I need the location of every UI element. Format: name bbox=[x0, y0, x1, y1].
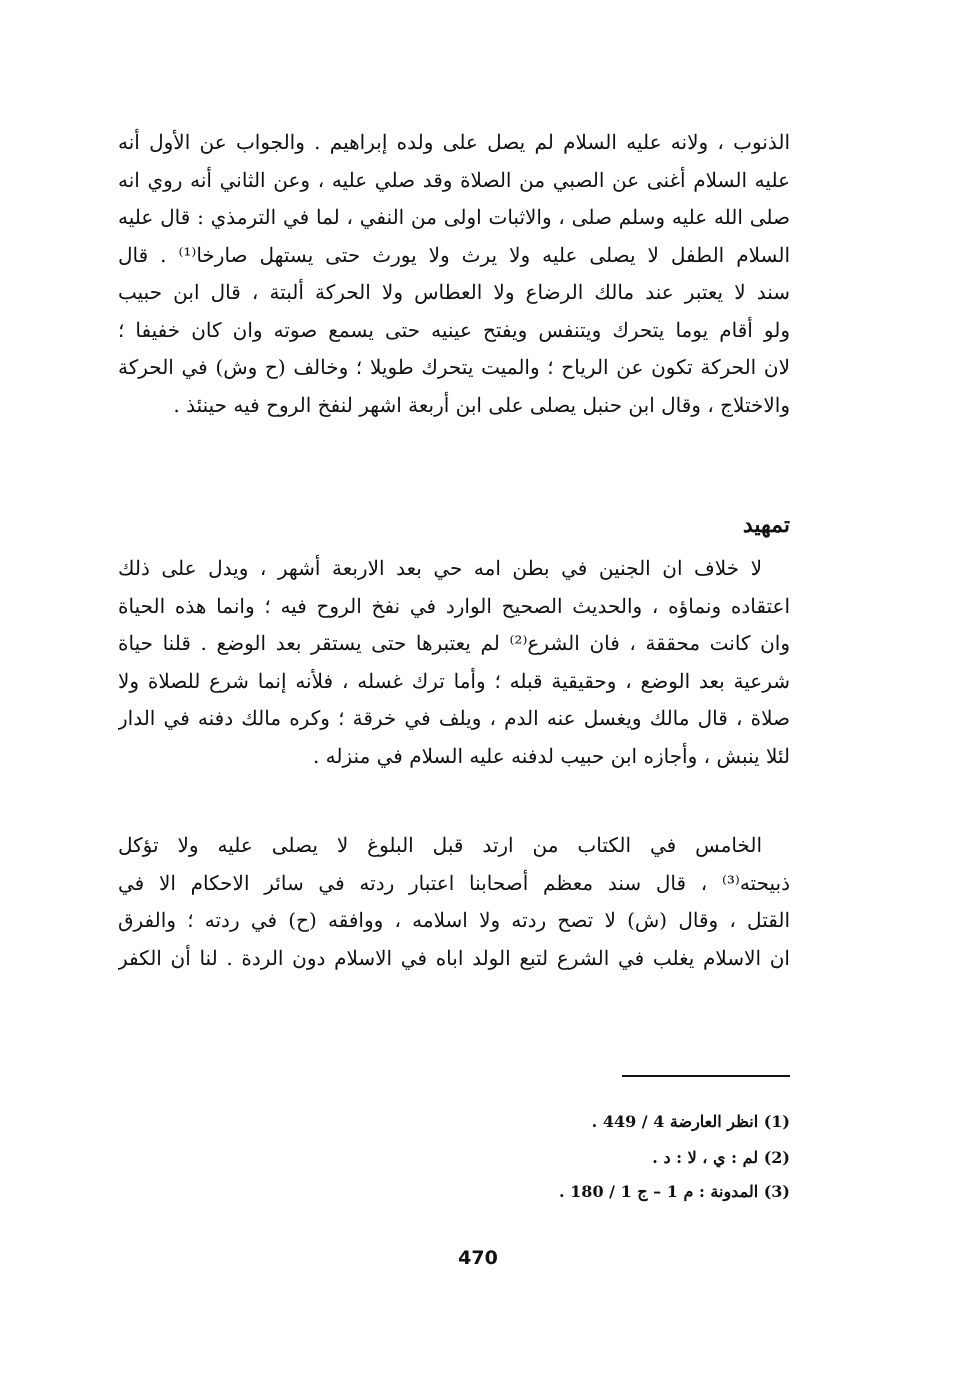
text-line: ذبيحته⁽³⁾ ، قال سند معظم أصحابنا اعتبار ردته في سائر الاحكام الا في bbox=[118, 870, 790, 895]
paragraph-2 bbox=[118, 550, 790, 775]
text-line: عليه السلام أغنى عن الصبي من الصلاة وقد صلي عليه ، وعن الثاني أنه روي انه bbox=[118, 167, 790, 192]
text-line: القتل ، وقال (ش) لا تصح ردته ولا اسلامه ، ووافقه (ح) في ردته ؛ والفرق bbox=[118, 908, 790, 932]
text-line: الذنوب ، ولانه عليه السلام لم يصل على ولده إبراهيم . والجواب عن الأول أنه bbox=[118, 130, 790, 154]
text-line: صلاة ، قال مالك ويغسل عنه الدم ، ويلف في خرقة ؛ وكره مالك دفنه في الدار bbox=[118, 706, 790, 730]
text-line: سند لا يعتبر عند مالك الرضاع ولا العطاس ولا الحركة ألبتة ، قال ابن حبيب bbox=[118, 280, 790, 304]
footnote-3: (3) المدونة : م 1 – ج 1 / 180 . bbox=[559, 1182, 790, 1201]
text-line: والاختلاج ، وقال ابن حنبل يصلى على ابن أربعة اشهر لنفخ الروح فيه حينئذ . bbox=[173, 392, 790, 417]
text-line: لئلا ينبش ، وأجازه ابن حبيب لدفنه عليه السلام في منزله . bbox=[312, 743, 790, 768]
text-line: شرعية بعد الوضع ، وحقيقية قبله ؛ وأما ترك غسله ، فلأنه إنما شرع للصلاة ولا bbox=[118, 668, 790, 693]
text-line: لا خلاف ان الجنين في بطن امه حي بعد الاربعة أشهر ، ويدل على ذلك bbox=[118, 556, 762, 580]
page-number: 470 bbox=[458, 1247, 498, 1269]
text-line: لان الحركة تكون عن الرياح ؛ والميت يتحرك طويلا ؛ وخالف (ح وش) في الحركة bbox=[118, 355, 790, 379]
text-line: صلى الله عليه وسلم صلى ، والاثبات اولى من النفي ، لما في الترمذي : قال عليه bbox=[118, 205, 790, 229]
text-line: ولو أقام يوما يتحرك ويتنفس ويفتح عينيه حتى يسمع صوته وان كان خفيفا ؛ bbox=[118, 317, 790, 342]
paragraph-1 bbox=[118, 124, 790, 424]
text-line: ان الاسلام يغلب في الشرع لتبع الولد اباه في الاسلام دون الردة . لنا أن الكفر bbox=[118, 945, 790, 970]
footnote-1: (1) انظر العارضة 4 / 449 . bbox=[591, 1112, 790, 1131]
footnote-divider bbox=[622, 1075, 790, 1077]
text-line: الخامس في الكتاب من ارتد قبل البلوغ لا يصلى عليه ولا تؤكل bbox=[118, 833, 762, 857]
paragraph-3 bbox=[118, 827, 790, 977]
text-line: السلام الطفل لا يصلى عليه ولا يرث ولا يورث حتى يستهل صارخا⁽¹⁾ . قال bbox=[118, 242, 790, 267]
section-heading: تمهيد bbox=[742, 512, 790, 538]
text-line: وان كانت محققة ، فان الشرع⁽²⁾ لم يعتبرها حتى يستقر بعد الوضع . قلنا حياة bbox=[118, 631, 790, 655]
footnote-2: (2) لم : ي ، لا : د . bbox=[652, 1148, 790, 1167]
text-line: اعتقاده ونماؤه ، والحديث الصحيح الوارد في نفخ الروح فيه ؛ وانما هذه الحياة bbox=[118, 593, 790, 618]
